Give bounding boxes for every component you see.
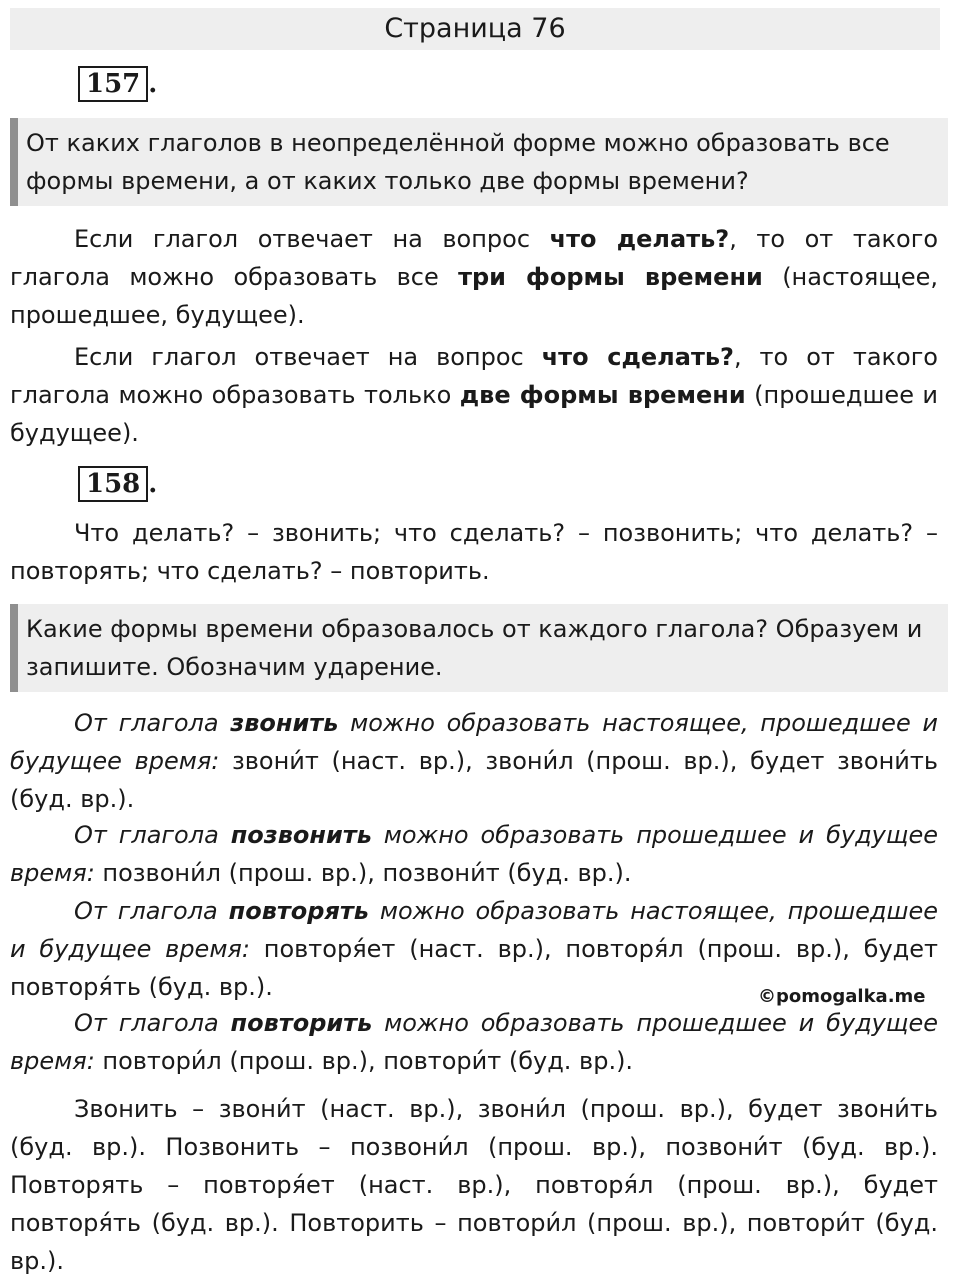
- exercise-158-question: Какие формы времени образовалось от каждого глагола? Образуем и запишите. Обозначим ударение.: [10, 604, 948, 692]
- verb-item-pozvonit: От глагола позвонить можно образовать прошедшее и будущее время: позвони́л (прош. вр.), позвони́т (буд. вр.).: [10, 821, 939, 887]
- exercise-157-answer-2: Если глагол отвечает на вопрос что сделать?, то от такого глагола можно образовать только две формы времени (прошедшее и будущее).: [10, 343, 939, 447]
- exercise-158-answer-1: Что делать? – звонить; что сделать? – позвонить; что делать? – повторять; что сделать? – повторить.: [10, 519, 938, 585]
- exercise-157-question: От каких глаголов в неопределённой форме можно образовать все формы времени, а от каких только две формы времени?: [10, 118, 948, 206]
- exercise-157-number: 157 .: [78, 66, 157, 100]
- verb-item-zvonit: От глагола звонить можно образовать настоящее, прошедшее и будущее время: звони́т (наст. вр.), звони́л (прош. вр.), будет звони́ть (буд. вр.).: [10, 709, 939, 813]
- exercise-157-answer-1: Если глагол отвечает на вопрос что делать?, то от такого глагола можно образовать все три формы времени (настоящее, прошедшее, будущее).: [10, 225, 939, 329]
- exercise-158-number: 158 .: [78, 466, 157, 500]
- verb-item-povtoryat: От глагола повторять можно образовать настоящее, прошедшее и будущее время: повторя́ет (наст. вр.), повторя́л (прош. вр.), будет повторя́ть (буд. вр.).: [10, 897, 939, 1001]
- watermark: ©pomogalka.me: [758, 986, 926, 1007]
- exercise-158-summary: Звонить – звони́т (наст. вр.), звони́л (прош. вр.), будет звони́ть (буд. вр.). Позвонить – позвони́л (прош. вр.), позвони́т (буд. вр.). Повторять – повторя́ет (наст. вр.), повторя́л (прош. вр.), будет повторя́ть (буд. вр.). Повторить – повтори́л (прош. вр.), повтори́т (буд. вр.).: [10, 1095, 938, 1275]
- page-title: Страница 76: [10, 8, 940, 50]
- verb-item-povtorit: От глагола повторить можно образовать прошедшее и будущее время: повтори́л (прош. вр.), повтори́т (буд. вр.).: [10, 1009, 939, 1075]
